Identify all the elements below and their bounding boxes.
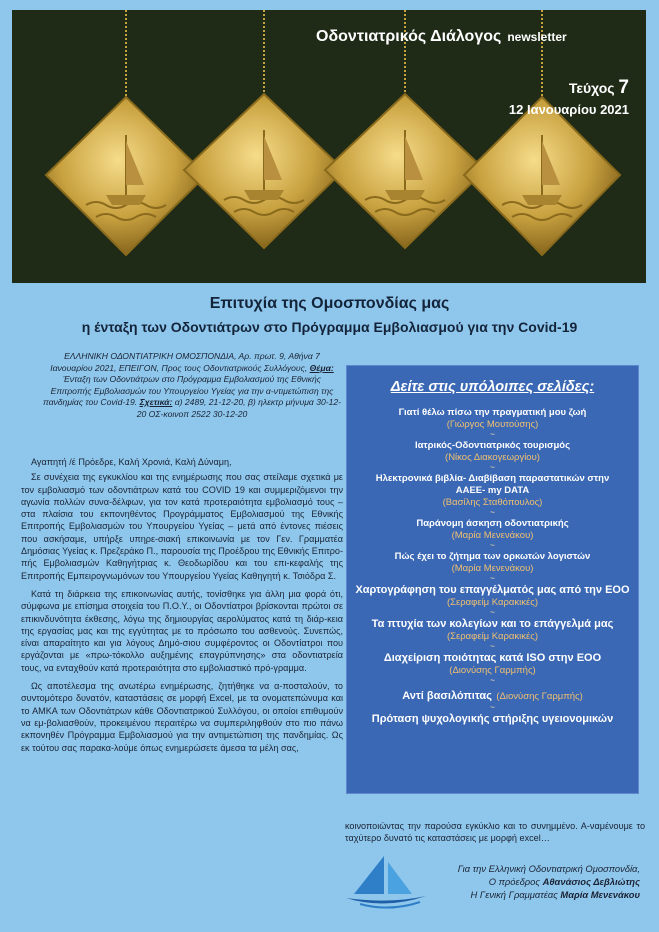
toc-item-title: Πρόταση ψυχολογικής στήριξης υγειονομικών: [371, 713, 614, 725]
secretary-name: Μαρία Μενενάκου: [560, 889, 640, 900]
toc-heading: Δείτε στις υπόλοιπες σελίδες:: [390, 379, 595, 395]
toc-separator: ~: [490, 574, 495, 583]
ref-theme-label: Θέμα:: [309, 362, 334, 373]
toc-separator: ~: [490, 430, 495, 439]
toc-item[interactable]: [347, 584, 638, 616]
toc-separator: ~: [490, 608, 495, 617]
toc-item[interactable]: [347, 686, 638, 711]
reference-block: [42, 351, 342, 420]
toc-item-author: (Γιώργος Μουτούσης): [446, 419, 539, 430]
toc-item[interactable]: [347, 440, 638, 471]
newsletter-title: [316, 28, 567, 46]
sailboat-logo-icon: [340, 852, 430, 912]
toc-list: [347, 407, 638, 726]
toc-separator: ~: [490, 508, 495, 517]
newsletter-name: Οδοντιατρικός Διάλογος: [316, 28, 502, 45]
toc-item-title: Διαχείριση ποιότητας κατά ISO στην ΕΟΟ: [383, 652, 602, 664]
sign-president: [430, 875, 640, 888]
article-subtitle: η ένταξη των Οδοντιάτρων στο Πρόγραμμα Εμβολιασμού για την Covid-19: [81, 319, 578, 335]
toc-item-title: Πώς έχει το ζήτημα των ορκωτών λογιστών: [394, 551, 591, 562]
toc-item[interactable]: [347, 713, 638, 726]
toc-item-author: (Μαρία Μενενάκου): [451, 563, 534, 574]
ref-header: ΕΛΛΗΝΙΚΗ ΟΔΟΝΤΙΑΤΡΙΚΗ ΟΜΟΣΠΟΝΔΙΑ, Αρ. πρωτ. 9, Αθήνα 7 Ιανουαρίου 2021, ΕΠΕΙΓΟΝ, Προς τους Οδοντιατρικούς Συλλόγους,: [50, 351, 320, 373]
signature-block: [430, 862, 640, 901]
toc-separator: ~: [490, 642, 495, 651]
issue-date: 12 Ιανουαρίου 2021: [508, 102, 629, 117]
toc-item-author: (Βασίλης Σταθόπουλος): [442, 497, 543, 508]
toc-item[interactable]: [347, 551, 638, 582]
paragraph: Σε συνέχεια της εγκυκλίου και της ενημέρωσης που σας στείλαμε σχετικά με τον εμβολιασμό των οδοντιάτρων κατά του COVID 19 και συμμεριζόμενοι την αγωνία πολλών συνα-δέλφων, για τον κατά προτεραιότητα εμβολιασμό τους – στα πλαίσια του εκπονηθέντος Προγράμματος Εμβολιασμού της Εθνικής Επιτροπής Εμβολιασμών του Υπουργείου Υγείας – μετά από έντονες πιέσεις που ασκήσαμε, υπήρξε υπηρε-σιακή επικοινωνία με τον Γεν. Γραμματέα Δημόσιας Υγείας κ. Πρεζεράκο Π., παρουσία της Προέδρου της Εθνικής Επιτρο-πής Εμβολιασμών Καθηγήτριας κ. Θεοδωρίδου και του επι-κεφαλής της Επιτροπής Εμπειρογνωμόνων του Υπουργείου Υγείας Καθηγητή κ. Τσιόδρα Σ.: [21, 472, 343, 581]
toc-item[interactable]: [347, 618, 638, 650]
sign-line: Για την Ελληνική Οδοντιατρική Ομοσπονδία,: [457, 863, 640, 874]
header: [0, 0, 659, 283]
president-role: Ο πρόεδρος: [488, 876, 543, 887]
article-title: Επιτυχία της Ομοσπονδίας μας: [209, 295, 450, 312]
toc-item-author: (Διονύσης Γαρμπής): [496, 691, 583, 702]
article-body: [21, 456, 343, 754]
toc-item-title: Χαρτογράφηση του επαγγέλματός μας από την ΕΟΟ: [355, 584, 630, 596]
ref-related: α) 2489, 21-12-20, β) ηλεκτρ μήνυμα 30-12-20 ΟΣ-κοινοπ 2522 30-12-20: [136, 397, 342, 419]
toc-item-author: (Μαρία Μενενάκου): [451, 530, 534, 541]
toc-item[interactable]: [347, 473, 638, 516]
paragraph: Ως αποτέλεσμα της ανωτέρω ενημέρωσης, ζητήθηκε να α-ποσταλούν, το συντομότερο δυνατόν, καταστάσεις σε μορφή Excel, με τα ονοματεπώνυμα και το ΑΜΚΑ των Οδοντιάτρων κάθε Οδοντιατρικού Συλλόγου, οι οποίοι επιθυμούν να εμ-βολιασθούν, προκειμένου περαιτέρω να συμπεριληφθούν στο πιο πάνω εκπονηθέν Πρόγραμμα Εμβολιασμού για την αντιμετώπιση της πανδημίας. Ως εκ τούτου σας παρακα-λούμε όπως ενημερώσετε άμεσα τα μέλη σας,: [21, 681, 343, 753]
paragraph-greeting: Αγαπητή /έ Πρόεδρε, Καλή Χρονιά, Καλή Δύναμη,: [31, 457, 232, 467]
toc-item-author: (Διονύσης Γαρμπής): [449, 665, 536, 676]
ref-theme: Ένταξη των Οδοντιάτρων στο Πρόγραμμα Εμβολιασμού της Εθνικής Επιτροπής Εμβολιασμών του Υπουργείου Υγείας για την α-ντιμετώπιση της πανδημίας του Covid-19.: [42, 374, 334, 407]
issue-number: [569, 77, 629, 99]
toc-item-title: Παράνομη άσκηση οδοντιατρικής: [416, 518, 569, 529]
issue-label: Τεύχος: [568, 80, 615, 96]
toc-item-author: (Σεραφείμ Καρακικές): [447, 631, 538, 642]
newsletter-label: newsletter: [507, 30, 567, 44]
secretary-role: Η Γενική Γραμματέας: [470, 889, 561, 900]
toc-item[interactable]: [347, 518, 638, 549]
header-photo: [12, 10, 646, 283]
toc-item[interactable]: [347, 652, 638, 684]
toc-item-title: Ηλεκτρονικά βιβλία- Διαβίβαση παραστατικών στην ΑΑΕΕ- my DATA: [375, 473, 610, 496]
toc-item-title: Τα πτυχία των κολεγίων και το επάγγελμά μας: [371, 618, 614, 630]
toc-item-title: Γιατί θέλω πίσω την πραγματική μου ζωή: [398, 407, 587, 418]
toc-separator: ~: [490, 676, 495, 685]
ref-related-label: Σχετικά:: [139, 397, 173, 407]
toc-item[interactable]: [347, 407, 638, 438]
toc-item-title: Ιατρικός-Οδοντιατρικός τουρισμός: [414, 440, 571, 451]
issue-value: 7: [618, 77, 629, 98]
toc-separator: ~: [490, 463, 495, 472]
toc-separator: ~: [490, 541, 495, 550]
gold-medallions-image: [12, 10, 646, 283]
toc-item-author: (Νίκος Διακογεωργίου): [445, 452, 540, 463]
president-name: Αθανάσιος Δεβλιώτης: [542, 876, 640, 887]
article-continuation: κοινοποιώντας την παρούσα εγκύκλιο και το συνημμένο. Α-ναμένουμε το ταχύτερο δυνατό τις καταστάσεις με μορφή excel…: [345, 821, 645, 844]
toc-separator: ~: [490, 703, 495, 712]
toc-item-author: (Σεραφείμ Καρακικές): [447, 597, 538, 608]
toc-item-title: Αντί βασιλόπιτας: [402, 690, 492, 702]
paragraph: Κατά τη διάρκεια της επικοινωνίας αυτής, τονίσθηκε για άλλη μια φορά ότι, σύμφωνα με επίσημα στοιχεία του Π.Ο.Υ., οι Οδοντίατροι βρίσκονται πρώτοι σε επικινδυνότητα έκθεσης, λόγω της δημιουργίας αερολύματος κατά τη διάρ-κεια της εργασίας μας και της εγγύτητας με το πρόσωπο του ασθενούς. Συνεπώς, είναι απαραίτητο και για λόγους Δημό-σιου συμφέροντος οι Οδοντίατροι που εργάζονται με «πρω-τόκολλο αυξημένης επαγρύπνησης» στα οδοντιατρεία τους, να ενταχθούν κατά προτεραιότητα στο εμβολιαστικό πρό-γραμμα.: [21, 588, 343, 673]
toc-box: [346, 365, 639, 794]
sign-secretary: [430, 888, 640, 901]
